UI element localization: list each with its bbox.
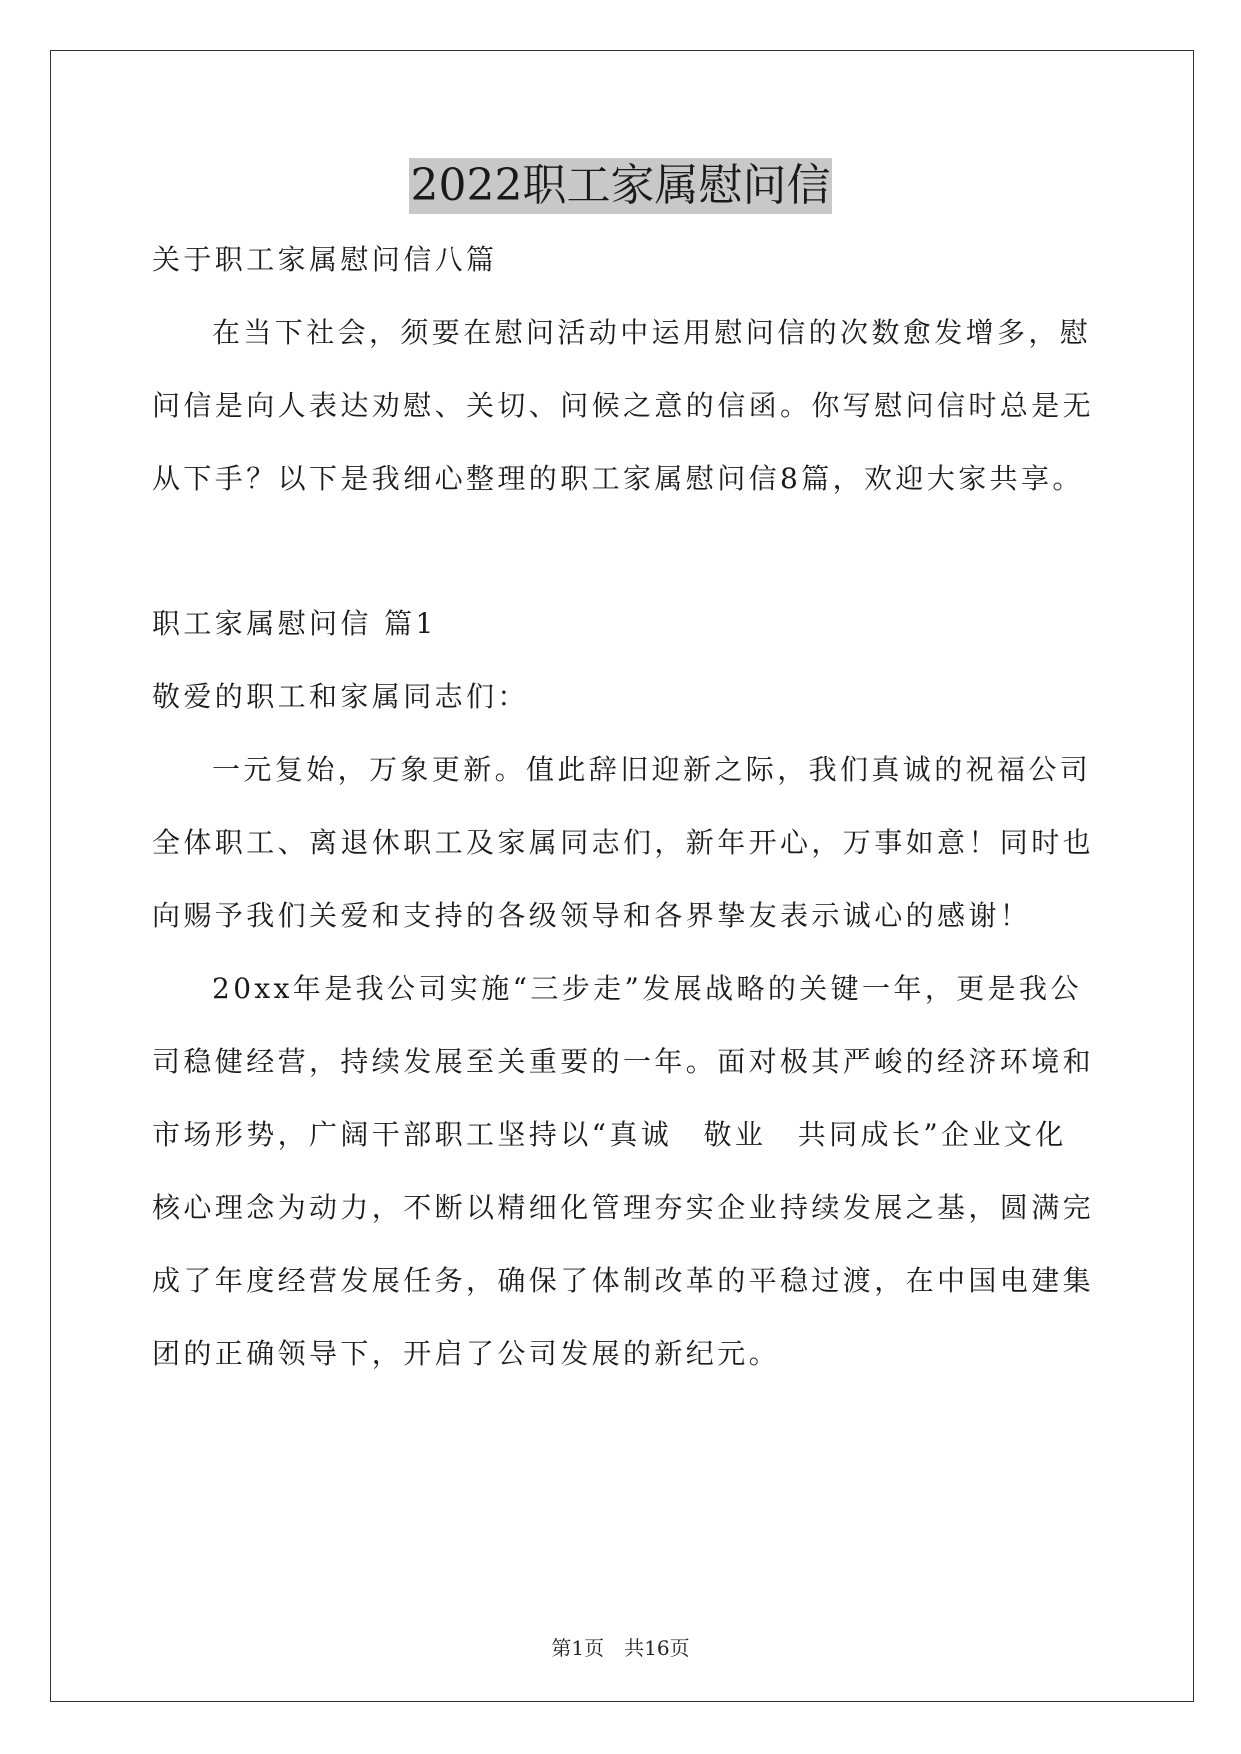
paragraph2-line-2: 司稳健经营，持续发展至关重要的一年。面对极其严峻的经济环境和	[152, 1045, 1095, 1078]
paragraph1-line-1: 一元复始，万象更新。值此辞旧迎新之际，我们真诚的祝福公司	[212, 753, 1092, 786]
paragraph2-line-3: 市场形势，广阔干部职工坚持以“真诚 敬业 共同成长”企业文化	[152, 1118, 1067, 1151]
paragraph2-line-6: 团的正确领导下，开启了公司发展的新纪元。	[152, 1337, 781, 1370]
paragraph1-line-3: 向赐予我们关爱和支持的各级领导和各界挚友表示诚心的感谢！	[152, 899, 1032, 932]
paragraph2-line-5: 成了年度经营发展任务，确保了体制改革的平稳过渡，在中国电建集	[152, 1264, 1095, 1297]
intro-line-3: 从下手？以下是我细心整理的职工家属慰问信8篇，欢迎大家共享。	[152, 462, 1084, 495]
paragraph2-line-4: 核心理念为动力，不断以精细化管理夯实企业持续发展之基，圆满完	[152, 1191, 1095, 1224]
section-heading: 职工家属慰问信 篇1	[152, 607, 437, 640]
title-block	[0, 158, 1241, 214]
page-border	[50, 50, 1194, 1702]
paragraph1-line-2: 全体职工、离退休职工及家属同志们，新年开心，万事如意！同时也	[152, 826, 1095, 859]
document-subtitle: 关于职工家属慰问信八篇	[152, 243, 498, 276]
intro-line-2: 问信是向人表达劝慰、关切、问候之意的信函。你写慰问信时总是无	[152, 389, 1095, 422]
page-number: 第1页 共16页	[551, 1636, 690, 1660]
intro-line-1: 在当下社会，须要在慰问活动中运用慰问信的次数愈发增多，慰	[212, 316, 1092, 349]
paragraph2-line-1: 20xx年是我公司实施“三步走”发展战略的关键一年，更是我公	[212, 972, 1082, 1005]
salutation: 敬爱的职工和家属同志们：	[152, 680, 529, 713]
document-title: 2022职工家属慰问信	[409, 158, 833, 214]
